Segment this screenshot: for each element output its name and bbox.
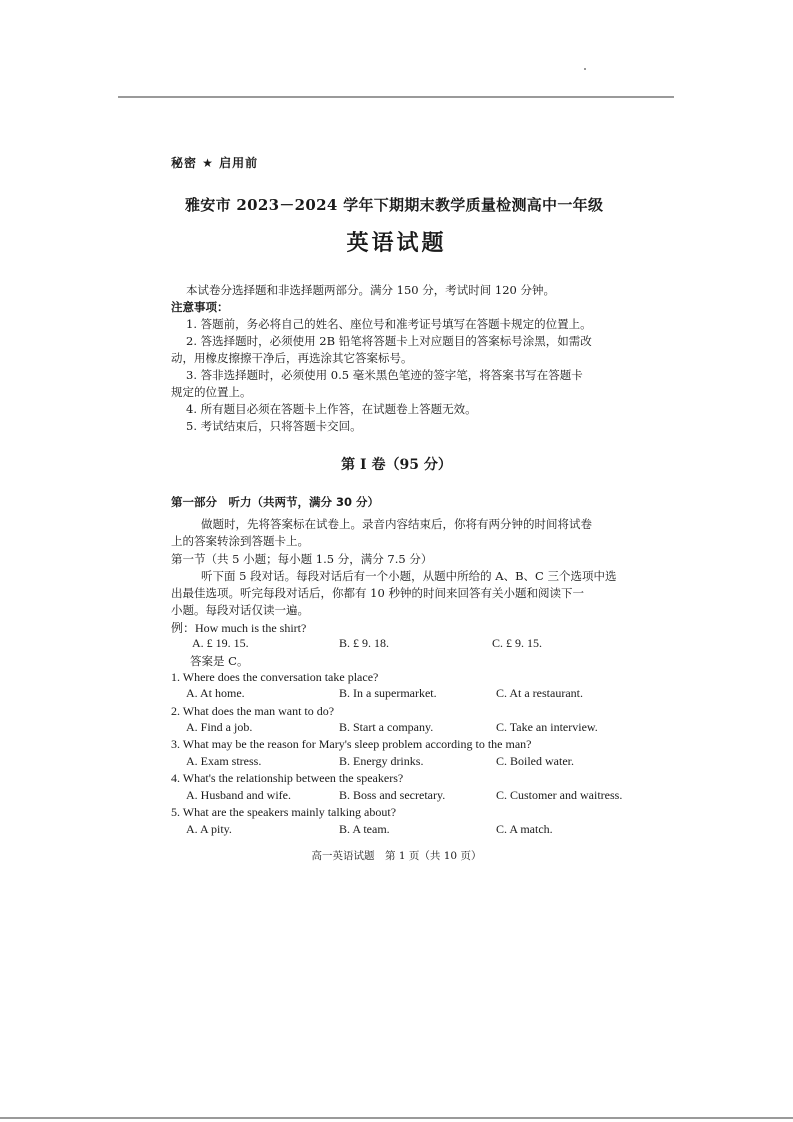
section1-heading: 第一节（共 5 小题；每小题 1.5 分，满分 7.5 分） <box>171 552 433 566</box>
page-footer: 高一英语试题 第 1 页（共 10 页） <box>311 850 482 862</box>
q3-option-c: C. Boiled water. <box>496 754 574 768</box>
part1-instructions <box>171 516 651 550</box>
q1-option-a: A. At home. <box>186 686 245 700</box>
notice-item: 动，用橡皮擦擦干净后，再选涂其它答案标号。 <box>171 351 413 365</box>
exam-subtitle: 英语试题 <box>346 231 447 256</box>
notice-item: 2. 答选择题时，必须使用 2B 铅笔将答题卡上对应题目的答案标号涂黑，如需改 <box>186 334 592 348</box>
notice-heading: 注意事项： <box>171 300 229 314</box>
intro-text: 本试卷分选择题和非选择题两部分。满分 150 分，考试时间 120 分钟。 <box>186 283 556 297</box>
instruction-line: 上的答案转涂到答题卡上。 <box>171 534 309 548</box>
instruction-line: 小题。每段对话仅读一遍。 <box>171 603 309 617</box>
notice-list <box>171 316 651 435</box>
q3-option-b: B. Energy drinks. <box>339 754 424 768</box>
notice-item: 1. 答题前，务必将自己的姓名、座位号和准考证号填写在答题卡规定的位置上。 <box>186 317 592 331</box>
top-rule <box>118 96 674 98</box>
question-5: 5. What are the speakers mainly talking about? <box>171 805 397 819</box>
instruction-line: 出最佳选项。听完每段对话后，你都有 10 秒钟的时间来回答有关小题和阅读下一 <box>171 586 584 600</box>
secret-label: 秘密 ★ 启用前 <box>171 156 259 170</box>
q2-option-a: A. Find a job. <box>186 720 253 734</box>
q2-option-b: B. Start a company. <box>339 720 434 734</box>
q5-option-c: C. A match. <box>496 822 553 836</box>
q1-option-b: B. In a supermarket. <box>339 686 437 700</box>
question-4: 4. What's the relationship between the speakers? <box>171 771 404 785</box>
example-option-b: B. £ 9. 18. <box>339 636 390 650</box>
q4-option-c: C. Customer and waitress. <box>496 788 623 802</box>
q3-option-a: A. Exam stress. <box>186 754 262 768</box>
question-2: 2. What does the man want to do? <box>171 704 335 718</box>
example-answer: 答案是 C。 <box>190 654 249 668</box>
q1-option-c: C. At a restaurant. <box>496 686 583 700</box>
notice-item: 3. 答非选择题时，必须使用 0.5 毫米黑色笔迹的签字笔，将答案书写在答题卡 <box>186 368 583 382</box>
q5-option-a: A. A pity. <box>186 822 232 836</box>
example-question: 例：How much is the shirt? <box>171 621 307 635</box>
q2-option-c: C. Take an interview. <box>496 720 598 734</box>
instruction-line: 做题时，先将答案标在试卷上。录音内容结束后，你将有两分钟的时间将试卷 <box>201 517 592 531</box>
notice-item: 规定的位置上。 <box>171 385 252 399</box>
question-3: 3. What may be the reason for Mary's sleep problem according to the man? <box>171 737 532 751</box>
example-option-c: C. £ 9. 15. <box>492 636 543 650</box>
scan-speck <box>584 68 586 70</box>
section1-instructions <box>171 568 651 619</box>
notice-item: 4. 所有题目必须在答题卡上作答，在试题卷上答题无效。 <box>186 402 477 416</box>
instruction-line: 听下面 5 段对话。每段对话后有一个小题，从题中所给的 A、B、C 三个选项中选 <box>201 569 617 583</box>
q4-option-a: A. Husband and wife. <box>186 788 291 802</box>
exam-title: 雅安市 2023－2024 学年下期期末教学质量检测高中一年级 <box>185 196 604 214</box>
bottom-rule <box>0 1117 793 1119</box>
volume-title: 第 Ⅰ 卷（95 分） <box>341 457 452 473</box>
q5-option-b: B. A team. <box>339 822 390 836</box>
question-1: 1. Where does the conversation take place? <box>171 670 379 684</box>
part1-heading: 第一部分 听力（共两节，满分 30 分） <box>171 495 380 509</box>
example-option-a: A. £ 19. 15. <box>192 636 249 650</box>
q4-option-b: B. Boss and secretary. <box>339 788 446 802</box>
notice-item: 5. 考试结束后，只将答题卡交回。 <box>186 419 362 433</box>
